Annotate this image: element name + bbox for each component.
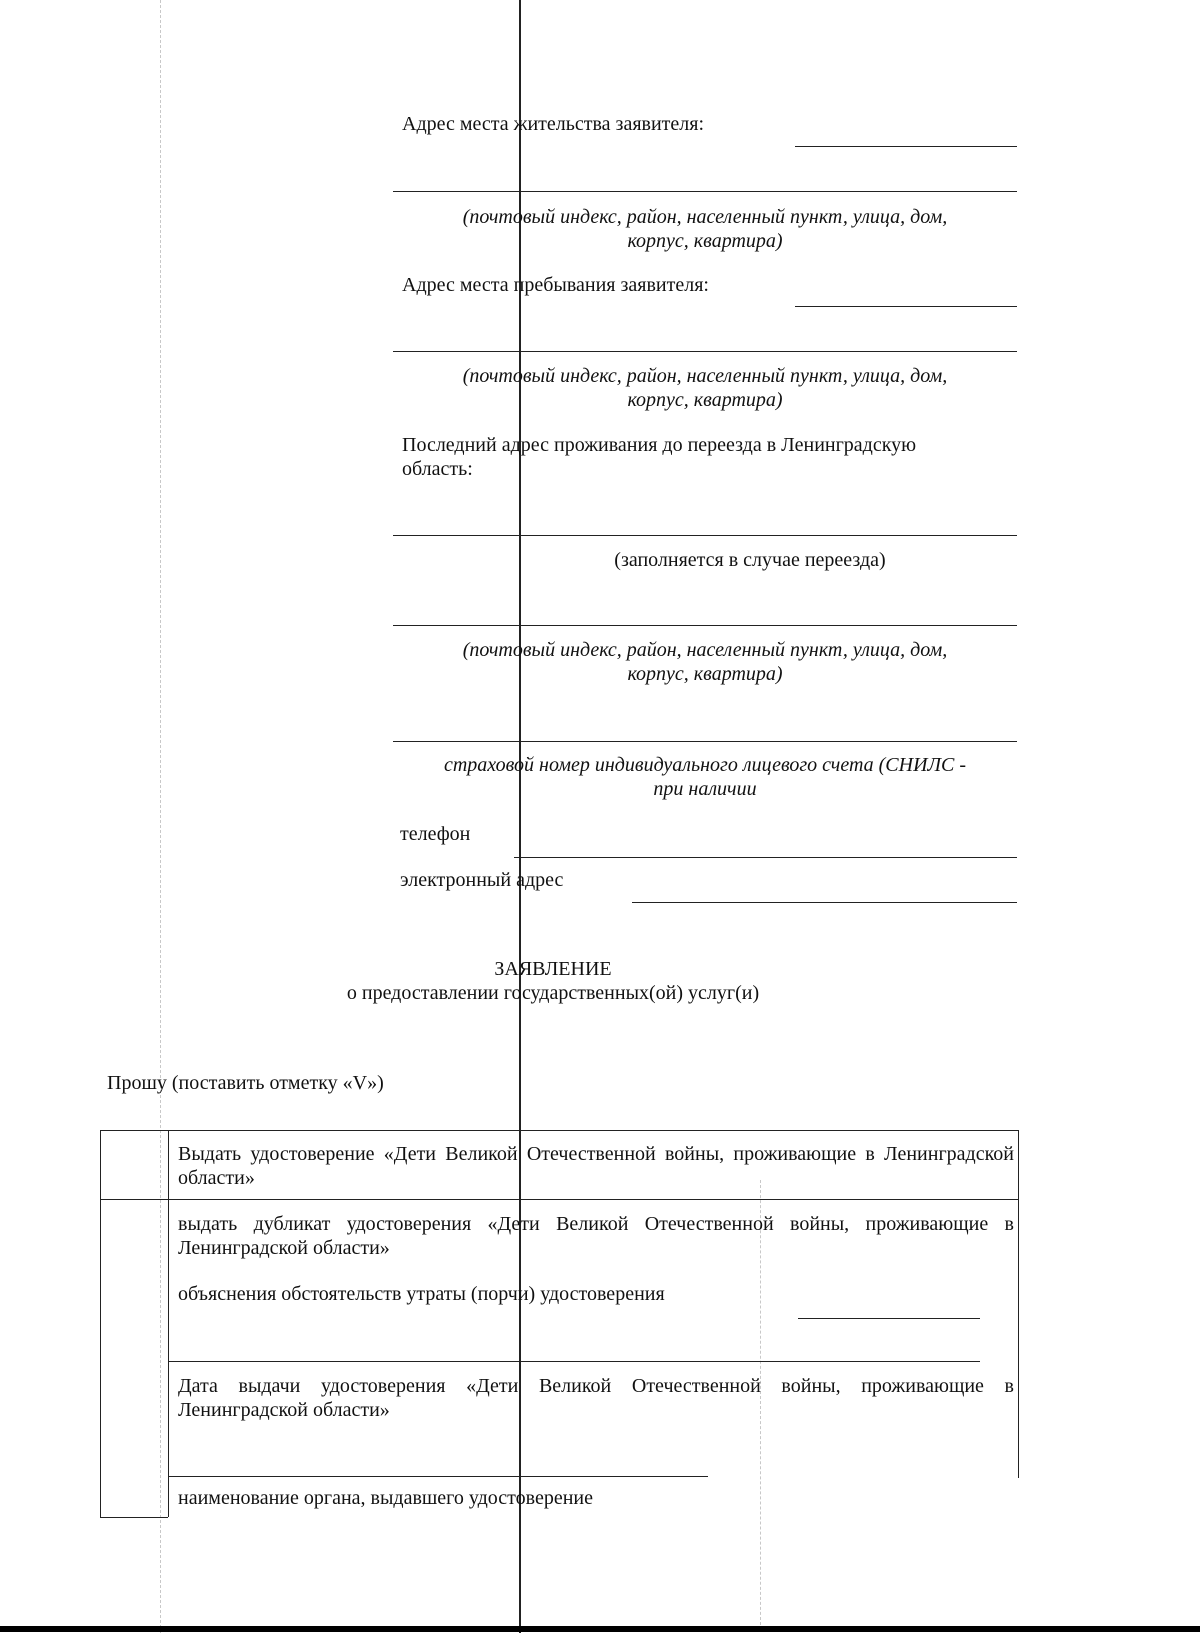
checkbox-issue-duplicate[interactable] — [100, 1199, 168, 1361]
last-address-line — [393, 535, 1017, 536]
table-column-divider — [168, 1130, 169, 1517]
last-address-line-2 — [393, 625, 1017, 626]
options-table — [100, 1130, 1018, 1517]
option-issue-duplicate: выдать дубликат удостоверения «Дети Великой Отечественной войны, проживающие в Ленинградской области» — [178, 1213, 1014, 1259]
document-title: ЗАЯВЛЕНИЕ — [494, 958, 612, 980]
residence-address-inline-line — [795, 146, 1017, 147]
residence-address-line — [393, 191, 1017, 192]
row-divider — [168, 1361, 980, 1362]
option-issue-date: Дата выдачи удостоверения «Дети Великой Отечественной войны, проживающие в Ленинградской области» — [178, 1375, 1014, 1421]
residence-address-label: Адрес места жительства заявителя: — [402, 113, 705, 135]
table-border-bottom — [100, 1517, 168, 1518]
issuing-body-label: наименование органа, выдавшего удостоверение — [178, 1487, 594, 1509]
email-label: электронный адрес — [400, 869, 564, 891]
scan-bottom-edge — [0, 1626, 1200, 1632]
issue-date-line — [168, 1476, 708, 1477]
snils-hint: страховой номер индивидуального лицевого счета (СНИЛС - при наличии — [443, 754, 967, 800]
last-address-hint: (почтовый индекс, район, населенный пункт, улица, дом, корпус, квартира) — [462, 639, 948, 685]
residence-address-hint: (почтовый индекс, район, населенный пункт, улица, дом, корпус, квартира) — [462, 206, 948, 252]
document-subtitle: о предоставлении государственных(ой) услуг(и) — [346, 982, 760, 1004]
stay-address-label: Адрес места пребывания заявителя: — [402, 274, 709, 296]
option-issue-certificate: Выдать удостоверение «Дети Великой Отечественной войны, проживающие в Ленинградской области» — [178, 1143, 1014, 1189]
phone-label: телефон — [400, 823, 471, 845]
stay-address-inline-line — [795, 306, 1017, 307]
last-address-label: Последний адрес проживания до переезда в Ленинградскую область: — [402, 434, 917, 480]
table-border-right — [1018, 1130, 1019, 1478]
stay-address-line — [393, 351, 1017, 352]
loss-explanation-inline-line — [798, 1318, 980, 1319]
snils-line — [393, 741, 1017, 742]
request-label: Прошу (поставить отметку «V») — [107, 1072, 384, 1094]
fill-if-moved-note: (заполняется в случае переезда) — [614, 549, 886, 571]
loss-explanation-label: объяснения обстоятельств утраты (порчи) удостоверения — [178, 1283, 665, 1305]
phone-line — [514, 857, 1017, 858]
table-border-top — [100, 1130, 1018, 1131]
row-divider — [100, 1199, 1018, 1200]
stay-address-hint: (почтовый индекс, район, населенный пункт, улица, дом, корпус, квартира) — [462, 365, 948, 411]
checkbox-issue-certificate[interactable] — [100, 1130, 168, 1199]
email-line — [632, 902, 1017, 903]
checkbox-issue-date[interactable] — [100, 1361, 168, 1517]
